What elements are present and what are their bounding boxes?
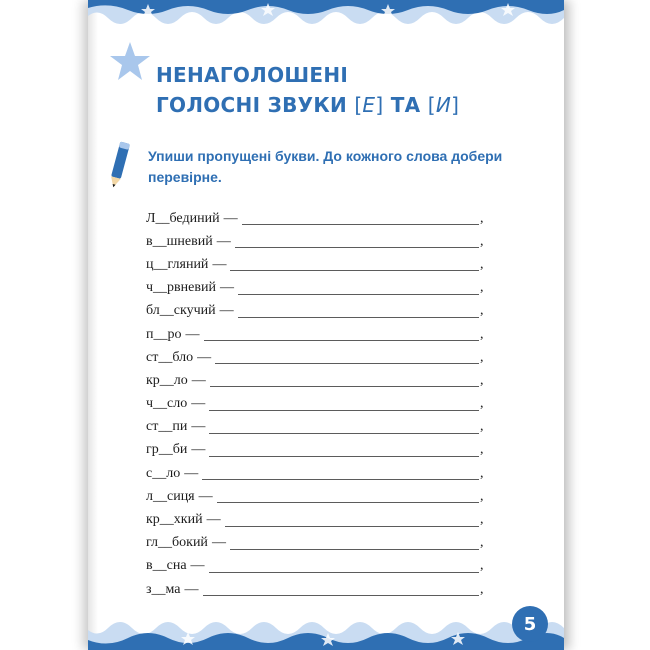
answer-line[interactable] [225,514,479,527]
page-spine-shadow [88,0,98,650]
answer-line[interactable] [230,258,479,271]
exercise-word: ст__пи [146,419,188,435]
answer-line[interactable] [230,537,479,550]
exercise-dash: — [211,535,226,551]
exercise-word: в__шневий [146,233,213,249]
exercise-word: л__сиця [146,488,195,504]
exercise-row [146,439,486,462]
title-line-1: НЕНАГОЛОШЕНІ [156,63,349,87]
answer-line[interactable] [217,490,479,503]
exercise-comma: , [480,535,484,551]
answer-line[interactable] [242,212,479,225]
answer-line[interactable] [215,351,479,364]
title-prefix: ГОЛОСНІ ЗВУКИ [156,93,355,117]
exercise-row [146,485,486,508]
exercise-dash: — [190,558,205,574]
exercise-dash: — [198,488,213,504]
exercise-row [146,230,486,253]
exercise-row [146,253,486,276]
exercise-dash: — [184,465,199,481]
title-conjunction: ТА [383,93,428,117]
exercise-comma: , [480,396,484,412]
exercise-row [146,393,486,416]
exercise-dash: — [185,326,200,342]
exercise-comma: , [480,280,484,296]
bracket-open-2: [ [427,93,436,117]
exercise-word: Л__бединий [146,210,220,226]
answer-line[interactable] [203,583,479,596]
bracket-close-2: ] [451,93,460,117]
exercise-comma: , [480,256,484,272]
letter-e: Е [362,93,376,117]
title-line-2 [156,90,459,120]
exercise-word: ст__бло [146,349,194,365]
wavy-band-bottom-icon [88,614,564,650]
exercise-comma: , [480,512,484,528]
exercise-comma: , [480,581,484,597]
answer-line[interactable] [204,328,480,341]
exercise-word: ч__рвневий [146,280,216,296]
exercise-comma: , [480,442,484,458]
page-number-badge: 5 [512,606,548,642]
exercise-comma: , [480,372,484,388]
workbook-page [88,0,564,650]
exercise-dash: — [206,512,221,528]
exercise-row [146,323,486,346]
answer-line[interactable] [209,421,479,434]
answer-line[interactable] [235,235,479,248]
exercise-dash: — [184,581,199,597]
exercise-row [146,369,486,392]
exercise-comma: , [480,419,484,435]
exercise-word: бл__скучий [146,303,216,319]
answer-line[interactable] [238,282,479,295]
exercise-dash: — [219,280,234,296]
exercise-word: гл__бокий [146,535,208,551]
exercise-word: п__ро [146,326,182,342]
bottom-decorative-band [88,614,564,650]
exercise-comma: , [480,488,484,504]
answer-line[interactable] [238,305,479,318]
answer-line[interactable] [202,467,479,480]
exercise-word: с__ло [146,465,181,481]
exercise-dash: — [191,396,206,412]
exercise-row [146,416,486,439]
exercise-row [146,508,486,531]
exercise-row [146,532,486,555]
top-decorative-band [88,0,564,30]
bracket-open: [ [354,93,363,117]
exercise-comma: , [480,326,484,342]
exercise-row [146,462,486,485]
exercise-row [146,277,486,300]
exercise-dash: — [212,256,227,272]
exercise-row [146,207,486,230]
star-icon [108,40,152,84]
wavy-band-top-icon [88,0,564,30]
exercise-word: гр__би [146,442,188,458]
bracket-close: ] [375,93,384,117]
exercise-comma: , [480,465,484,481]
exercise-row [146,300,486,323]
page-title [156,60,459,120]
exercise-dash: — [223,210,238,226]
exercise-dash: — [197,349,212,365]
exercise-word: кр__хкий [146,512,203,528]
exercise-word: ч__сло [146,396,188,412]
exercise-dash: — [216,233,231,249]
answer-line[interactable] [209,444,479,457]
exercise-comma: , [480,303,484,319]
exercise-word: ц__гляний [146,256,209,272]
exercise-word: в__сна [146,558,187,574]
answer-line[interactable] [209,398,479,411]
exercise-comma: , [480,349,484,365]
letter-y: И [435,93,452,117]
exercise-row [146,555,486,578]
exercise-word: з__ма [146,581,181,597]
exercise-dash: — [219,303,234,319]
exercise-dash: — [191,419,206,435]
exercise-list [146,207,486,601]
answer-line[interactable] [209,560,479,573]
exercise-dash: — [191,442,206,458]
exercise-dash: — [191,372,206,388]
instruction-text: Упиши пропущені букви. До кожного слова добери перевірне. [148,148,503,185]
exercise-comma: , [480,233,484,249]
answer-line[interactable] [210,374,479,387]
exercise-row [146,346,486,369]
exercise-comma: , [480,558,484,574]
exercise-comma: , [480,210,484,226]
pencil-icon [108,140,130,192]
exercise-word: кр__ло [146,372,188,388]
exercise-row [146,578,486,601]
